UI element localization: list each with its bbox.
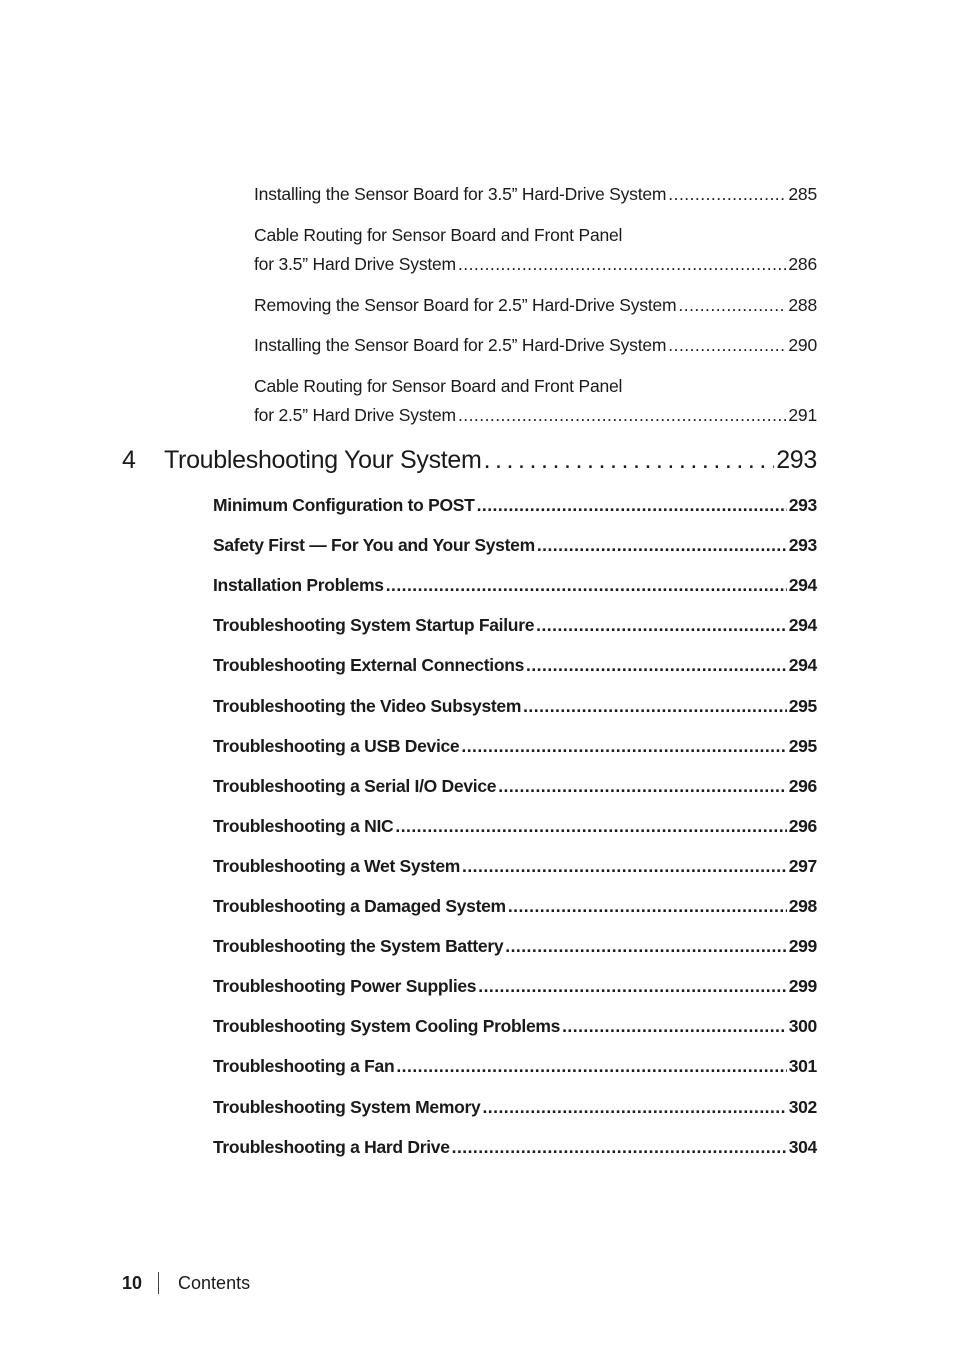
toc-entry-title: Installing the Sensor Board for 3.5” Hard-Drive System: [254, 184, 667, 204]
toc-section-entry[interactable]: [213, 856, 817, 877]
toc-leader-dots: [478, 976, 786, 997]
toc-entry-title: Troubleshooting a Serial I/O Device: [213, 776, 497, 796]
toc-entry-page: 295: [788, 696, 817, 716]
toc-entry-title: Safety First — For You and Your System: [213, 535, 535, 555]
toc-entry-page: 302: [788, 1097, 817, 1117]
toc-entry-title: Troubleshooting a Wet System: [213, 856, 461, 876]
toc-entry-title: Troubleshooting Power Supplies: [213, 976, 477, 996]
toc-section-entry[interactable]: [213, 696, 817, 717]
toc-subsection-entry[interactable]: [254, 254, 817, 275]
toc-chapter-entry[interactable]: [122, 446, 817, 475]
toc-subsection-entry[interactable]: [254, 184, 817, 205]
toc-entry-title: Troubleshooting a USB Device: [213, 736, 460, 756]
toc-leader-dots: [462, 856, 787, 877]
page-footer: [122, 1272, 250, 1294]
toc-entry-page: 290: [788, 335, 817, 355]
toc-entry-title: Installing the Sensor Board for 2.5” Hard-Drive System: [254, 335, 667, 355]
toc-leader-dots: [461, 736, 786, 757]
toc-entry-page: 295: [788, 736, 817, 756]
toc-entry-title: Troubleshooting a Fan: [213, 1056, 395, 1076]
chapter-number: 4: [122, 446, 136, 474]
toc-leader-dots: [484, 446, 775, 475]
toc-entry-title: Troubleshooting System Memory: [213, 1097, 481, 1117]
toc-leader-dots: [386, 575, 787, 596]
toc-section-entry[interactable]: [213, 575, 817, 596]
toc-subsection-entry[interactable]: [254, 295, 817, 316]
toc-subsection-entry[interactable]: [254, 405, 817, 426]
toc-section-entry[interactable]: [213, 896, 817, 917]
toc-entry-title-line: Cable Routing for Sensor Board and Front Panel: [254, 225, 623, 245]
toc-leader-dots: [458, 254, 786, 275]
toc-section-entry[interactable]: [213, 1056, 817, 1077]
toc-section-entry[interactable]: [213, 736, 817, 757]
toc-section-entry[interactable]: [213, 976, 817, 997]
toc-entry-page: 294: [788, 575, 817, 595]
toc-section-entry[interactable]: [213, 655, 817, 676]
toc-entry-page: 299: [788, 976, 817, 996]
toc-leader-dots: [508, 896, 787, 917]
toc-leader-dots: [668, 335, 786, 356]
chapter-title: Troubleshooting Your System: [164, 446, 482, 474]
toc-leader-dots: [452, 1137, 787, 1158]
toc-entry-page: 296: [788, 776, 817, 796]
toc-leader-dots: [477, 495, 787, 516]
footer-page-number: 10: [122, 1272, 143, 1293]
toc-entry-title: for 2.5” Hard Drive System: [254, 405, 456, 425]
toc-entry-page: 300: [788, 1016, 817, 1036]
toc-leader-dots: [396, 1056, 786, 1077]
footer-divider: [158, 1272, 159, 1294]
toc-entry-title: Troubleshooting a Damaged System: [213, 896, 506, 916]
toc-section-entry[interactable]: [213, 1137, 817, 1158]
chapter-page: 293: [776, 446, 817, 474]
toc-entry-page: 293: [788, 495, 817, 515]
toc-entry-page: 304: [788, 1137, 817, 1157]
toc-entry-title: Troubleshooting the Video Subsystem: [213, 696, 522, 716]
toc-leader-dots: [562, 1016, 787, 1037]
toc-entry-page: 299: [788, 936, 817, 956]
toc-leader-dots: [395, 816, 786, 837]
toc-entry-title-line: Cable Routing for Sensor Board and Front Panel: [254, 376, 623, 396]
toc-leader-dots: [536, 615, 787, 636]
toc-section-entry[interactable]: [213, 1016, 817, 1037]
toc-entry-title: for 3.5” Hard Drive System: [254, 254, 456, 274]
toc-entry-title: Troubleshooting a NIC: [213, 816, 394, 836]
toc-entry-page: 285: [788, 184, 817, 204]
toc-entry-page: 291: [788, 405, 817, 425]
toc-section-entry[interactable]: [213, 615, 817, 636]
toc-section-entry[interactable]: [213, 936, 817, 957]
toc-entry-page: 288: [788, 295, 817, 315]
toc-leader-dots: [523, 696, 787, 717]
toc-leader-dots: [458, 405, 786, 426]
toc-entry-title: Troubleshooting System Cooling Problems: [213, 1016, 561, 1036]
toc-section-entry[interactable]: [213, 816, 817, 837]
toc-leader-dots: [505, 936, 786, 957]
toc-entry-page: 286: [788, 254, 817, 274]
toc-entry-page: 294: [788, 655, 817, 675]
toc-entry-title: Troubleshooting a Hard Drive: [213, 1137, 450, 1157]
toc-entry-page: 296: [788, 816, 817, 836]
toc-leader-dots: [498, 776, 786, 797]
toc-leader-dots: [482, 1097, 786, 1118]
toc-leader-dots: [537, 535, 787, 556]
toc-entry-page: 297: [788, 856, 817, 876]
toc-leader-dots: [668, 184, 786, 205]
toc-entry-page: 301: [788, 1056, 817, 1076]
toc-entry-title: Minimum Configuration to POST: [213, 495, 475, 515]
toc-entry-title: Troubleshooting External Connections: [213, 655, 525, 675]
toc-section-entry[interactable]: [213, 535, 817, 556]
toc-entry-page: 294: [788, 615, 817, 635]
toc-section-entry[interactable]: [213, 495, 817, 516]
toc-entry-title: Troubleshooting System Startup Failure: [213, 615, 535, 635]
toc-leader-dots: [678, 295, 786, 316]
toc-entry-page: 298: [788, 896, 817, 916]
footer-label: Contents: [178, 1272, 251, 1293]
toc-subsection-entry[interactable]: [254, 335, 817, 356]
toc-entry-title: Troubleshooting the System Battery: [213, 936, 504, 956]
toc-entry-page: 293: [788, 535, 817, 555]
toc-leader-dots: [526, 655, 787, 676]
toc-entry-title: Installation Problems: [213, 575, 384, 595]
toc-section-entry[interactable]: [213, 1097, 817, 1118]
toc-entry-title: Removing the Sensor Board for 2.5” Hard-Drive System: [254, 295, 677, 315]
toc-section-entry[interactable]: [213, 776, 817, 797]
